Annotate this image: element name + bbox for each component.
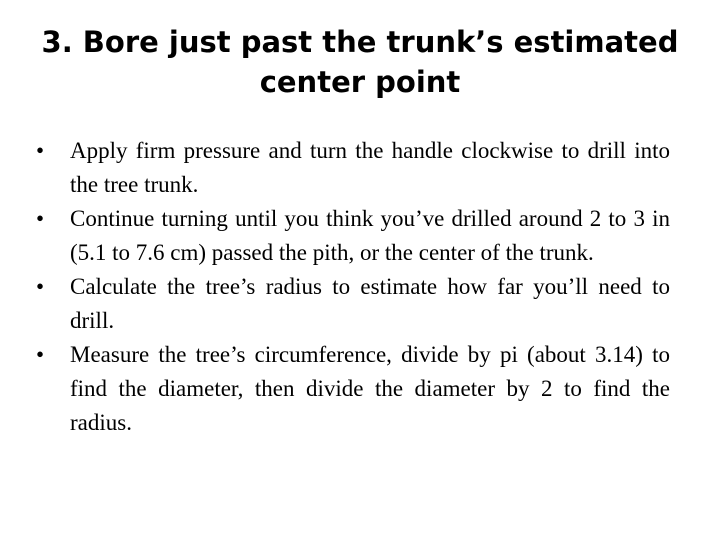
bullet-icon: • — [36, 206, 45, 231]
bullet-item — [0, 202, 720, 270]
bullet-text: Measure the tree’s circumference, divide by pi (about 3.14) to find the diameter, then divide the diameter by 2 to find the radius. — [70, 342, 670, 435]
bullet-item — [0, 270, 720, 338]
slide-title-line-2: center point — [259, 65, 461, 99]
bullet-icon: • — [36, 274, 45, 299]
bullet-icon: • — [36, 138, 45, 163]
bullet-list — [0, 134, 720, 440]
bullet-text: Apply firm pressure and turn the handle clockwise to drill into the tree trunk. — [70, 138, 670, 197]
bullet-text: Continue turning until you think you’ve drilled around 2 to 3 in (5.1 to 7.6 cm) passed the pith, or the center of the trunk. — [70, 206, 670, 265]
slide-title-line-1: 3. Bore just past the trunk’s estimated — [41, 25, 679, 59]
bullet-item — [0, 134, 720, 202]
bullet-item — [0, 338, 720, 440]
bullet-text: Calculate the tree’s radius to estimate how far you’ll need to drill. — [70, 274, 670, 333]
bullet-icon: • — [36, 342, 45, 367]
slide-title — [20, 22, 700, 102]
